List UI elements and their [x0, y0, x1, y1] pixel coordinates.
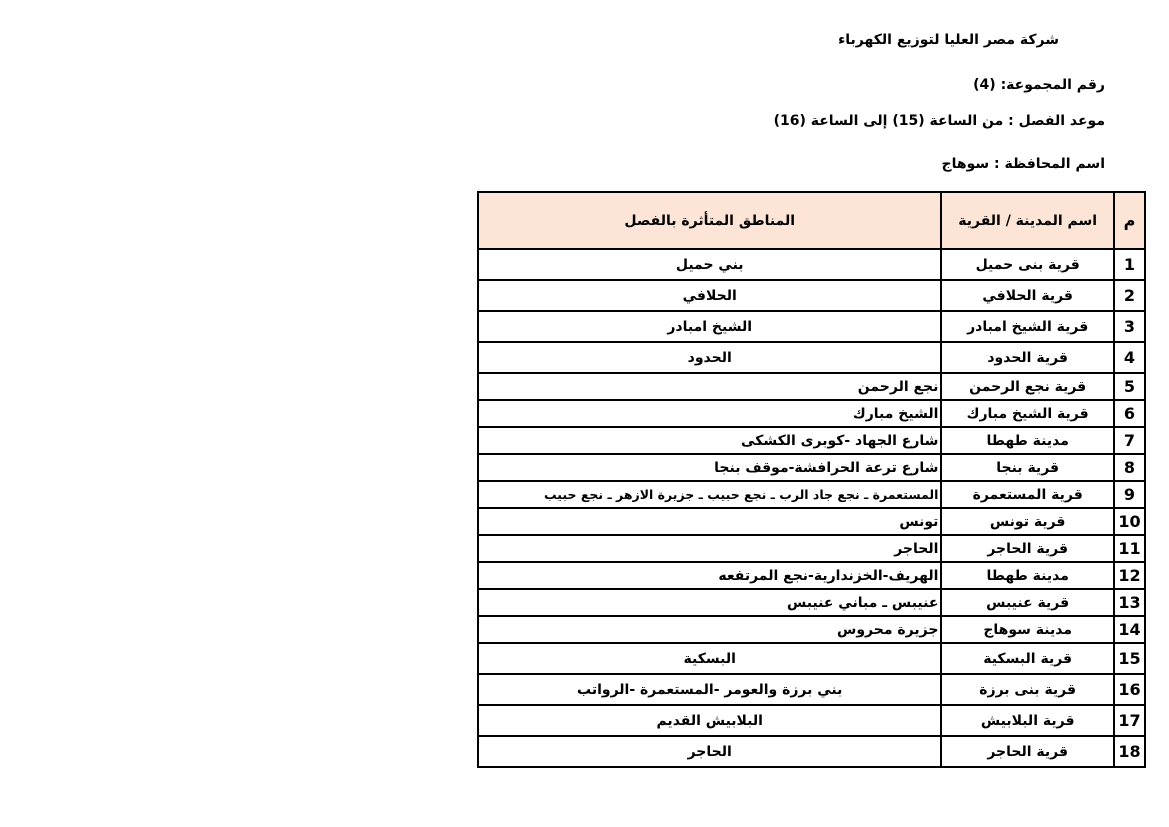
table-row	[478, 508, 1145, 535]
row-city: قرية الشيخ مبارك	[941, 400, 1114, 427]
row-areas: الشيخ امبادر	[478, 311, 941, 342]
row-areas: الحاجر	[478, 736, 941, 767]
row-city: قرية نجع الرحمن	[941, 373, 1114, 400]
row-num: 1	[1114, 249, 1145, 280]
row-num: 9	[1114, 481, 1145, 508]
table-row	[478, 427, 1145, 454]
row-areas: تونس	[478, 508, 941, 535]
row-city: قرية الحاجر	[941, 736, 1114, 767]
row-areas: شارع ترعة الحرافشة-موقف بنجا	[478, 454, 941, 481]
header-city: اسم المدينة / القرية	[941, 192, 1114, 249]
row-num: 11	[1114, 535, 1145, 562]
row-city: قرية الحلافي	[941, 280, 1114, 311]
row-city: قرية عنيبس	[941, 589, 1114, 616]
row-city: مدينة سوهاج	[941, 616, 1114, 643]
row-areas: البسكية	[478, 643, 941, 674]
row-areas: جزيرة محروس	[478, 616, 941, 643]
row-areas: البلابيش القديم	[478, 705, 941, 736]
table-row	[478, 400, 1145, 427]
table-row	[478, 562, 1145, 589]
table-row	[478, 643, 1145, 674]
row-areas: الحلافي	[478, 280, 941, 311]
row-city: قرية البسكية	[941, 643, 1114, 674]
row-city: قرية بنجا	[941, 454, 1114, 481]
row-areas: بني برزة والعومر -المستعمرة -الرواتب	[478, 674, 941, 705]
row-areas: شارع الجهاد -كوبرى الكشكى	[478, 427, 941, 454]
row-city: قرية المستعمرة	[941, 481, 1114, 508]
outage-schedule-table	[477, 191, 1146, 768]
row-num: 16	[1114, 674, 1145, 705]
table-row	[478, 705, 1145, 736]
row-areas: الحدود	[478, 342, 941, 373]
row-areas: الشيخ مبارك	[478, 400, 941, 427]
row-num: 2	[1114, 280, 1145, 311]
table-row	[478, 616, 1145, 643]
header-areas: المناطق المتأثرة بالفصل	[478, 192, 941, 249]
row-num: 6	[1114, 400, 1145, 427]
row-num: 8	[1114, 454, 1145, 481]
row-num: 18	[1114, 736, 1145, 767]
table-row	[478, 736, 1145, 767]
row-num: 12	[1114, 562, 1145, 589]
row-num: 3	[1114, 311, 1145, 342]
table-row	[478, 373, 1145, 400]
table-row	[478, 280, 1145, 311]
row-num: 15	[1114, 643, 1145, 674]
row-city: مدينة طهطا	[941, 427, 1114, 454]
group-number: رقم المجموعة: (4)	[973, 77, 1105, 93]
row-areas: المستعمرة ـ نجع جاد الرب ـ نجع حبيب ـ جزيرة الازهر ـ نجع حبيب	[478, 481, 941, 508]
table-row	[478, 311, 1145, 342]
table-row	[478, 454, 1145, 481]
table-header-row	[478, 192, 1145, 249]
row-num: 5	[1114, 373, 1145, 400]
row-city: مدينة طهطا	[941, 562, 1114, 589]
row-areas: بني حميل	[478, 249, 941, 280]
row-city: قرية الحدود	[941, 342, 1114, 373]
row-num: 10	[1114, 508, 1145, 535]
table-row	[478, 589, 1145, 616]
governorate-name: اسم المحافظة : سوهاج	[941, 156, 1105, 172]
row-city: قرية تونس	[941, 508, 1114, 535]
row-areas: عنيبس ـ مباني عنيبس	[478, 589, 941, 616]
row-num: 14	[1114, 616, 1145, 643]
table-row	[478, 249, 1145, 280]
table-row	[478, 481, 1145, 508]
table-row	[478, 674, 1145, 705]
row-areas: الحاجر	[478, 535, 941, 562]
row-num: 13	[1114, 589, 1145, 616]
row-num: 4	[1114, 342, 1145, 373]
row-city: قرية بنى حميل	[941, 249, 1114, 280]
row-city: قرية الحاجر	[941, 535, 1114, 562]
table-row	[478, 342, 1145, 373]
row-num: 17	[1114, 705, 1145, 736]
row-city: قرية البلابيش	[941, 705, 1114, 736]
row-areas: الهريف-الخزندارية-نجع المرتفعه	[478, 562, 941, 589]
row-city: قرية الشيخ امبادر	[941, 311, 1114, 342]
company-name: شركة مصر العليا لتوزيع الكهرباء	[838, 32, 1059, 48]
outage-time: موعد الفصل : من الساعة (15) إلى الساعة (16)	[773, 113, 1105, 129]
row-areas: نجع الرحمن	[478, 373, 941, 400]
table-row	[478, 535, 1145, 562]
row-num: 7	[1114, 427, 1145, 454]
header-num: م	[1114, 192, 1145, 249]
row-city: قرية بنى برزة	[941, 674, 1114, 705]
